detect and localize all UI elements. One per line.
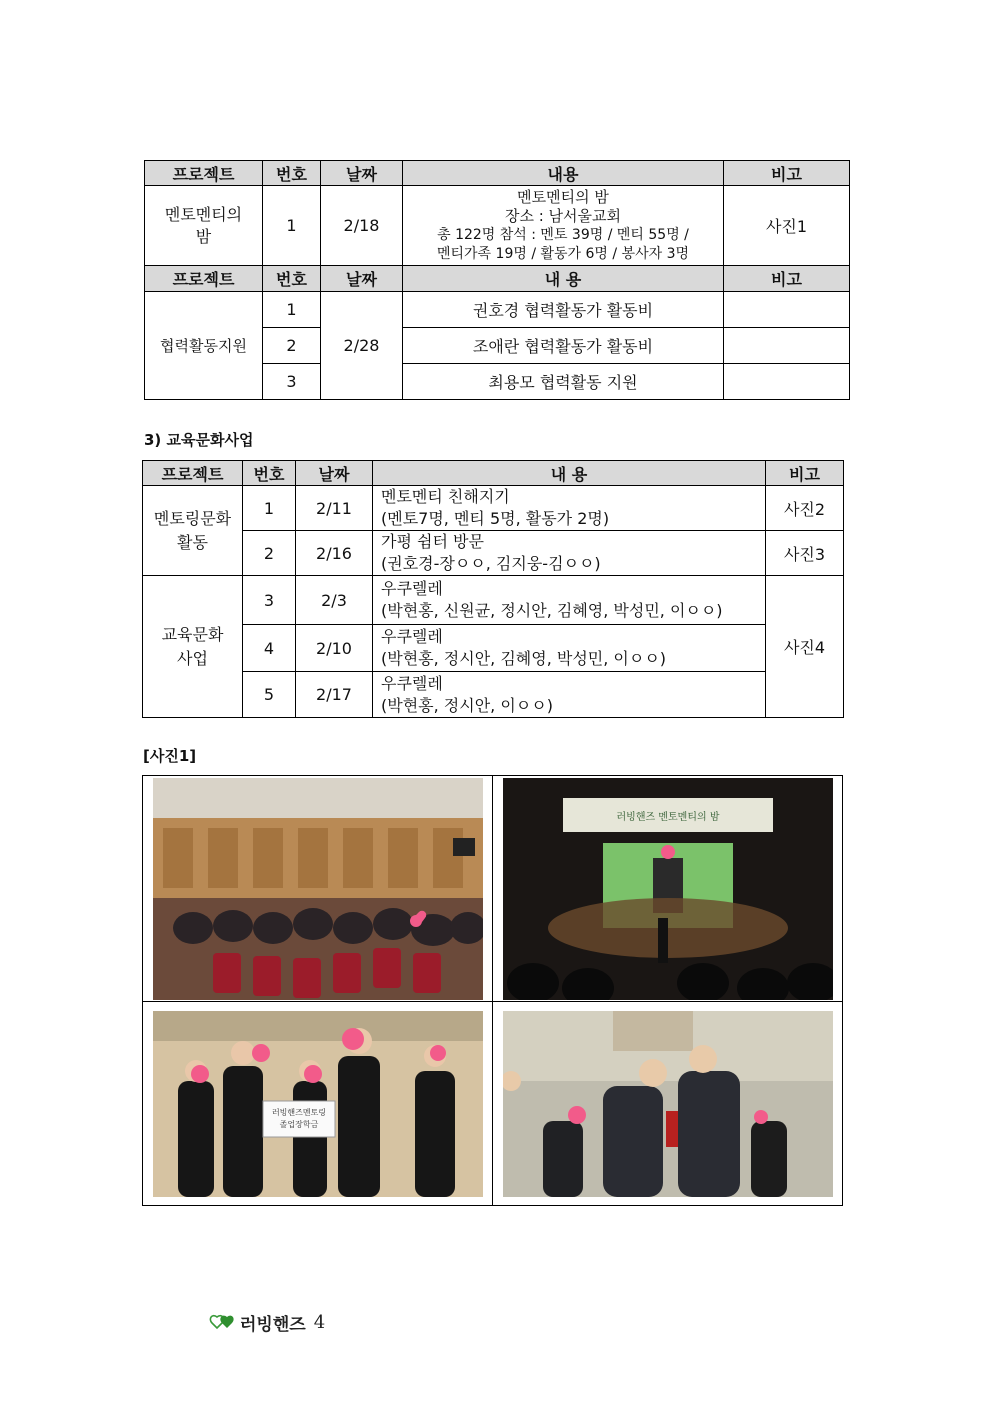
content-cell [373, 531, 766, 576]
content-title: 우쿠렐레 [381, 673, 443, 693]
group-award-illustration [153, 1011, 483, 1197]
content-cell [373, 625, 766, 672]
date-cell: 2/17 [296, 672, 373, 718]
content-detail: (멘토7명, 멘티 5명, 활동가 2명) [381, 509, 610, 528]
content-detail: (권호경-장ㅇㅇ, 김지웅-김ㅇㅇ) [381, 554, 601, 573]
note-cell: 사진1 [724, 186, 850, 266]
brand-logo-icon [208, 1309, 236, 1335]
education-culture-table [142, 460, 844, 718]
content-cell: 최용모 협력활동 지원 [403, 364, 724, 400]
stage-illustration [503, 778, 833, 1000]
number-cell: 4 [243, 625, 296, 672]
col-header-date: 날짜 [321, 161, 403, 186]
date-cell: 2/28 [321, 292, 403, 400]
content-title: 멘토멘티 친해지기 [381, 487, 510, 506]
note-cell [724, 328, 850, 364]
group-award-photo [153, 1011, 483, 1197]
number-cell: 1 [263, 186, 321, 266]
award-handover-photo [503, 1011, 833, 1197]
stage-photo [503, 778, 833, 1000]
col-header-content: 내 용 [403, 266, 724, 292]
photo-cell [493, 776, 843, 1002]
content-line: 멘티가족 19명 / 활동가 6명 / 봉사자 3명 [436, 245, 690, 262]
col-header-number: 번호 [243, 461, 296, 486]
photo-cell [493, 1002, 843, 1206]
project-cell: 멘토멘티의 밤 [145, 186, 263, 266]
date-cell: 2/11 [296, 486, 373, 531]
content-cell [403, 186, 724, 266]
col-header-project: 프로젝트 [145, 266, 263, 292]
project-cell: 멘토링문화 활동 [143, 486, 243, 576]
number-cell: 1 [263, 292, 321, 328]
date-cell: 2/10 [296, 625, 373, 672]
banner-text: 러빙핸즈 멘토멘티의 밤 [616, 811, 719, 823]
project-cell: 교육문화 사업 [143, 576, 243, 718]
content-line: 멘토멘티의 밤 [517, 187, 609, 206]
section-heading: 3) 교육문화사업 [144, 431, 254, 449]
col-header-project: 프로젝트 [145, 161, 263, 186]
mentor-night-table [144, 160, 850, 400]
col-header-note: 비고 [724, 161, 850, 186]
content-title: 가평 쉼터 방문 [381, 532, 484, 551]
page-number: 4 [313, 1311, 326, 1333]
col-header-note: 비고 [766, 461, 844, 486]
col-header-project: 프로젝트 [143, 461, 243, 486]
date-cell: 2/18 [321, 186, 403, 266]
number-cell: 1 [243, 486, 296, 531]
note-cell [724, 292, 850, 328]
certificate-text: 러빙핸즈멘토링 졸업장학금 [271, 1107, 326, 1129]
audience-photo [153, 778, 483, 1000]
note-cell: 사진4 [766, 576, 844, 718]
number-cell: 5 [243, 672, 296, 718]
award-handover-illustration [503, 1011, 833, 1197]
content-title: 우쿠렐레 [381, 627, 443, 646]
date-cell: 2/16 [296, 531, 373, 576]
audience-illustration [153, 778, 483, 1000]
number-cell: 3 [263, 364, 321, 400]
col-header-number: 번호 [263, 266, 321, 292]
content-detail: (박현홍, 신원균, 정시안, 김혜영, 박성민, 이ㅇㅇ) [381, 601, 723, 620]
number-cell: 3 [243, 576, 296, 625]
content-line: 장소 : 남서울교회 [504, 206, 622, 225]
content-line: 총 122명 참석 : 멘토 39명 / 멘티 55명 / [437, 226, 689, 243]
content-cell: 조애란 협력활동가 활동비 [403, 328, 724, 364]
col-header-content: 내 용 [373, 461, 766, 486]
number-cell: 2 [243, 531, 296, 576]
content-cell [373, 576, 766, 625]
content-cell [373, 672, 766, 718]
photo-grid [142, 775, 843, 1206]
content-cell [373, 486, 766, 531]
photo-cell [143, 1002, 493, 1206]
footer [208, 1309, 325, 1335]
project-cell: 협력활동지원 [145, 292, 263, 400]
content-cell: 권호경 협력활동가 활동비 [403, 292, 724, 328]
date-cell: 2/3 [296, 576, 373, 625]
content-title: 우쿠렐레 [381, 579, 443, 598]
photo-section-heading: [사진1] [143, 747, 197, 765]
content-detail: (박현홍, 정시안, 김혜영, 박성민, 이ㅇㅇ) [381, 649, 667, 668]
photo-cell [143, 776, 493, 1002]
col-header-date: 날짜 [321, 266, 403, 292]
col-header-content: 내용 [403, 161, 724, 186]
content-detail: (박현홍, 정시안, 이ㅇㅇ) [381, 695, 553, 715]
number-cell: 2 [263, 328, 321, 364]
col-header-number: 번호 [263, 161, 321, 186]
col-header-note: 비고 [724, 266, 850, 292]
note-cell [724, 364, 850, 400]
col-header-date: 날짜 [296, 461, 373, 486]
note-cell: 사진3 [766, 531, 844, 576]
brand-name: 러빙핸즈 [240, 1314, 306, 1335]
note-cell: 사진2 [766, 486, 844, 531]
